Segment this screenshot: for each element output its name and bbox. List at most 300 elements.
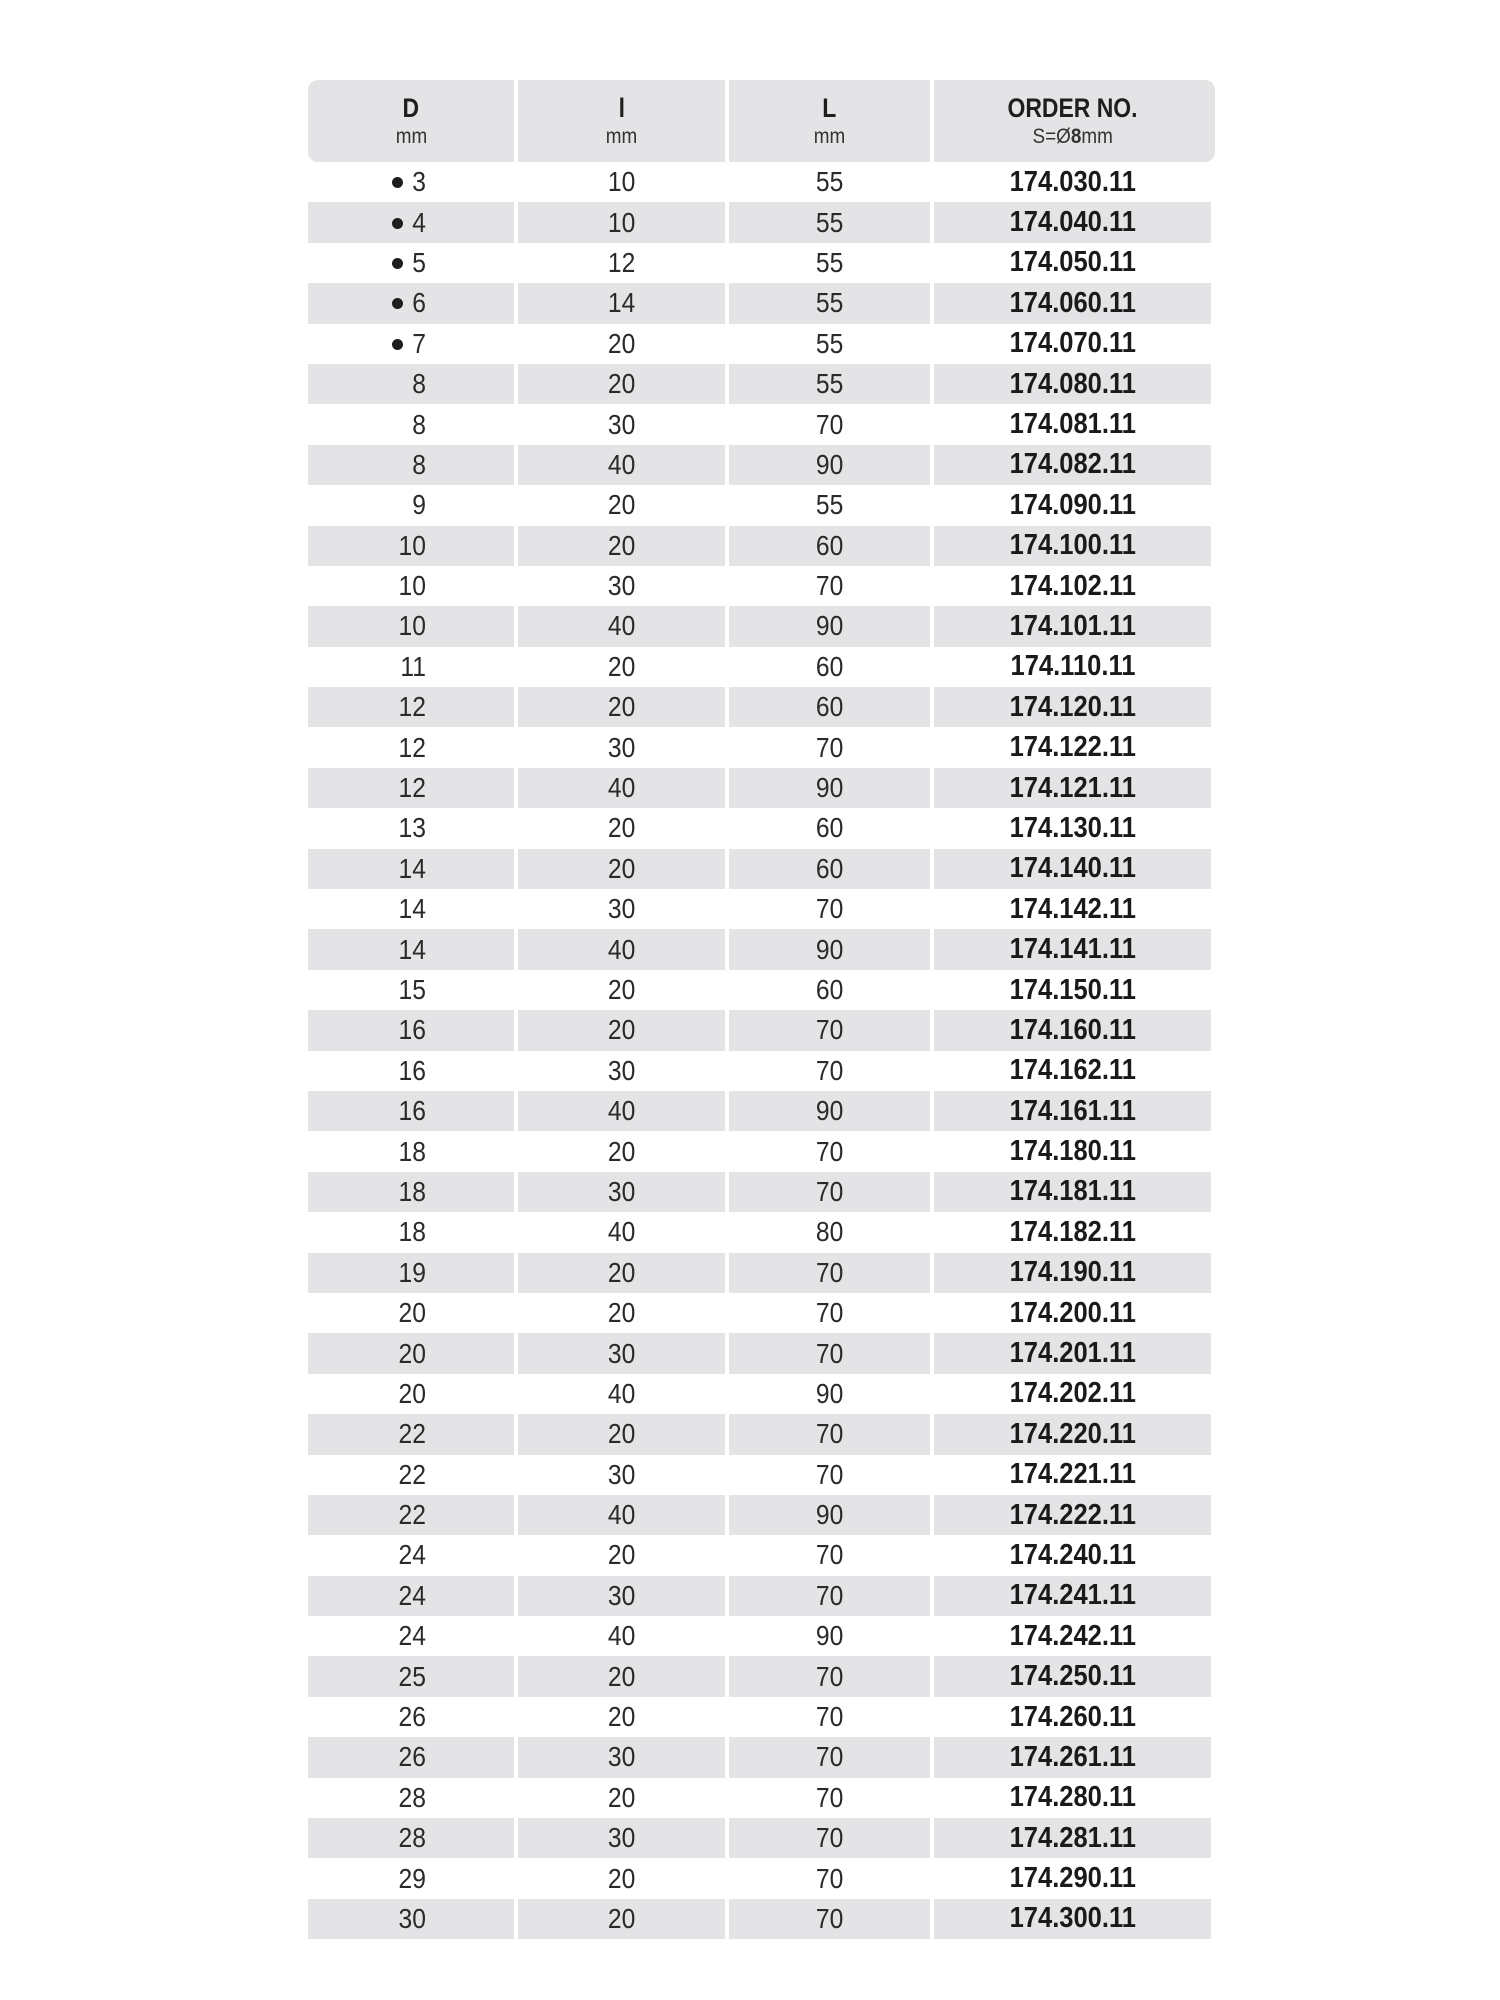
cell-cutting-length	[518, 849, 725, 889]
overall-length-value: 60	[815, 974, 844, 1005]
cell-order-no	[934, 1899, 1211, 1939]
table-row	[308, 283, 1215, 323]
diameter-value: 10	[398, 529, 426, 561]
cell-overall-length	[729, 929, 930, 969]
diameter-value: 14	[398, 933, 426, 965]
cell-overall-length	[729, 687, 930, 727]
overall-length-value: 70	[815, 1135, 844, 1167]
order-number: 174.250.11	[1009, 1660, 1136, 1693]
cell-diameter	[308, 283, 514, 323]
cutting-length-value: 40	[607, 933, 636, 965]
cell-cutting-length	[518, 445, 725, 485]
overall-length-value: 60	[815, 529, 844, 561]
cell-overall-length	[729, 1858, 930, 1898]
cell-cutting-length	[518, 1899, 725, 1939]
cell-overall-length	[729, 1091, 930, 1131]
overall-length-value: 70	[815, 1862, 844, 1894]
table-row	[308, 1697, 1215, 1737]
overall-length-value: 70	[815, 1539, 844, 1571]
cell-order-no	[934, 324, 1211, 364]
overall-length-value: 55	[815, 287, 844, 319]
table-row	[308, 970, 1215, 1010]
overall-length-value: 90	[815, 1095, 844, 1127]
cell-order-no	[934, 1858, 1211, 1898]
table-row	[308, 445, 1215, 485]
table-row	[308, 687, 1215, 727]
table-row	[308, 526, 1215, 566]
cell-cutting-length	[518, 1778, 725, 1818]
cell-diameter	[308, 1818, 514, 1858]
shank-prefix: S=Ø	[1032, 125, 1071, 148]
cell-diameter	[308, 1091, 514, 1131]
diameter-value: 6	[412, 287, 426, 319]
cutting-length-value: 40	[607, 772, 636, 804]
order-number: 174.141.11	[1009, 933, 1136, 966]
cutting-length-value: 30	[607, 1822, 636, 1854]
cutting-length-value: 14	[607, 287, 636, 319]
cell-order-no	[934, 1414, 1211, 1454]
cell-cutting-length	[518, 1051, 725, 1091]
table-row	[308, 727, 1215, 767]
table-row	[308, 324, 1215, 364]
order-number: 174.080.11	[1009, 367, 1136, 400]
overall-length-value: 70	[815, 1579, 844, 1611]
table-row	[308, 1818, 1215, 1858]
order-number: 174.142.11	[1009, 892, 1136, 925]
cell-cutting-length	[518, 1091, 725, 1131]
cell-cutting-length	[518, 647, 725, 687]
cell-diameter	[308, 1131, 514, 1171]
cell-overall-length	[729, 1010, 930, 1050]
cell-cutting-length	[518, 1131, 725, 1171]
overall-length-value: 90	[815, 772, 844, 804]
cell-diameter	[308, 243, 514, 283]
table-body	[308, 162, 1215, 1939]
overall-length-value: 90	[815, 933, 844, 965]
cell-overall-length	[729, 1576, 930, 1616]
cell-overall-length	[729, 1535, 930, 1575]
cutting-length-value: 20	[607, 1539, 636, 1571]
cutting-length-value: 20	[607, 1781, 636, 1813]
diameter-value: 19	[398, 1256, 426, 1288]
table-row	[308, 1333, 1215, 1373]
cell-overall-length	[729, 202, 930, 242]
cell-diameter	[308, 1616, 514, 1656]
cell-cutting-length	[518, 1616, 725, 1656]
cell-diameter	[308, 1212, 514, 1252]
cell-diameter	[308, 687, 514, 727]
diameter-value: 8	[412, 408, 426, 440]
overall-length-value: 55	[815, 246, 844, 278]
table-row	[308, 1576, 1215, 1616]
diameter-value: 24	[398, 1539, 426, 1571]
overall-length-value: 70	[815, 1701, 844, 1733]
shank-unit: mm	[1081, 125, 1113, 148]
cutting-length-value: 10	[607, 166, 636, 198]
cell-overall-length	[729, 1656, 930, 1696]
cell-diameter	[308, 485, 514, 525]
cutting-length-value: 20	[607, 1660, 636, 1692]
table-row	[308, 1091, 1215, 1131]
cutting-length-value: 20	[607, 368, 636, 400]
cell-order-no	[934, 1131, 1211, 1171]
table-row	[308, 1495, 1215, 1535]
cutting-length-value: 20	[607, 489, 636, 521]
order-table	[308, 80, 1215, 1939]
order-number: 174.162.11	[1009, 1054, 1136, 1087]
diameter-value: 22	[398, 1418, 426, 1450]
cutting-length-value: 30	[607, 731, 636, 763]
cell-cutting-length	[518, 1455, 725, 1495]
overall-length-value: 70	[815, 1175, 844, 1207]
cell-order-no	[934, 1333, 1211, 1373]
diameter-value: 26	[398, 1701, 426, 1733]
cell-cutting-length	[518, 243, 725, 283]
cell-order-no	[934, 1455, 1211, 1495]
cell-cutting-length	[518, 970, 725, 1010]
cell-diameter	[308, 727, 514, 767]
overall-length-value: 70	[815, 893, 844, 925]
order-number: 174.201.11	[1009, 1337, 1136, 1370]
cell-diameter	[308, 364, 514, 404]
cell-diameter	[308, 970, 514, 1010]
table-row	[308, 606, 1215, 646]
diameter-value: 5	[412, 246, 426, 278]
cell-order-no	[934, 687, 1211, 727]
overall-length-value: 70	[815, 1741, 844, 1773]
table-row	[308, 404, 1215, 444]
cell-overall-length	[729, 1495, 930, 1535]
cell-order-no	[934, 283, 1211, 323]
cutting-length-value: 30	[607, 1054, 636, 1086]
cell-overall-length	[729, 1899, 930, 1939]
table-row	[308, 929, 1215, 969]
cell-cutting-length	[518, 1495, 725, 1535]
cell-diameter	[308, 1697, 514, 1737]
table-row	[308, 1293, 1215, 1333]
cell-order-no	[934, 1697, 1211, 1737]
cell-cutting-length	[518, 606, 725, 646]
cell-order-no	[934, 1737, 1211, 1777]
cell-order-no	[934, 970, 1211, 1010]
cell-cutting-length	[518, 1858, 725, 1898]
overall-length-value: 70	[815, 1054, 844, 1086]
cutting-length-value: 20	[607, 691, 636, 723]
cell-overall-length	[729, 526, 930, 566]
table-row	[308, 647, 1215, 687]
order-number: 174.150.11	[1009, 973, 1136, 1006]
cutting-length-value: 20	[607, 1135, 636, 1167]
cell-overall-length	[729, 1737, 930, 1777]
order-number: 174.102.11	[1009, 569, 1136, 602]
order-number: 174.202.11	[1009, 1377, 1136, 1410]
table-row	[308, 1051, 1215, 1091]
header-l	[518, 80, 725, 162]
cell-order-no	[934, 243, 1211, 283]
cell-overall-length	[729, 1616, 930, 1656]
cell-cutting-length	[518, 1656, 725, 1696]
cell-diameter	[308, 1495, 514, 1535]
cell-cutting-length	[518, 1576, 725, 1616]
table-row	[308, 1010, 1215, 1050]
diameter-value: 16	[398, 1054, 426, 1086]
order-number: 174.182.11	[1009, 1215, 1136, 1248]
cell-overall-length	[729, 808, 930, 848]
cutting-length-value: 20	[607, 1256, 636, 1288]
order-number: 174.110.11	[1010, 650, 1135, 683]
cell-order-no	[934, 1172, 1211, 1212]
cell-cutting-length	[518, 566, 725, 606]
cell-order-no	[934, 768, 1211, 808]
cutting-length-value: 10	[607, 206, 636, 238]
table-row	[308, 1455, 1215, 1495]
diameter-value: 14	[398, 893, 426, 925]
cell-overall-length	[729, 1697, 930, 1737]
cell-cutting-length	[518, 1374, 725, 1414]
diameter-value: 13	[398, 812, 426, 844]
table-row	[308, 1131, 1215, 1171]
cell-diameter	[308, 1333, 514, 1373]
cell-diameter	[308, 1737, 514, 1777]
cell-order-no	[934, 1253, 1211, 1293]
cell-overall-length	[729, 364, 930, 404]
cutting-length-value: 30	[607, 1337, 636, 1369]
order-number: 174.060.11	[1009, 286, 1136, 319]
header-length-title: L	[822, 93, 837, 123]
cell-diameter	[308, 1374, 514, 1414]
cell-order-no	[934, 849, 1211, 889]
diameter-value: 20	[398, 1297, 426, 1329]
overall-length-value: 60	[815, 852, 844, 884]
cutting-length-value: 12	[607, 246, 636, 278]
overall-length-value: 70	[815, 1781, 844, 1813]
cell-overall-length	[729, 1818, 930, 1858]
diameter-value: 18	[398, 1175, 426, 1207]
order-number: 174.160.11	[1009, 1013, 1136, 1046]
order-number: 174.120.11	[1009, 690, 1136, 723]
table-row	[308, 768, 1215, 808]
cell-diameter	[308, 1899, 514, 1939]
table-row	[308, 1414, 1215, 1454]
diameter-value: 30	[398, 1902, 426, 1934]
cell-overall-length	[729, 1778, 930, 1818]
cell-cutting-length	[518, 1414, 725, 1454]
order-number: 174.030.11	[1009, 165, 1136, 198]
cutting-length-value: 20	[607, 1014, 636, 1046]
diameter-value: 4	[412, 206, 426, 238]
cell-overall-length	[729, 727, 930, 767]
cell-overall-length	[729, 1212, 930, 1252]
cell-order-no	[934, 485, 1211, 525]
overall-length-value: 70	[815, 408, 844, 440]
cell-diameter	[308, 1535, 514, 1575]
cutting-length-value: 40	[607, 1620, 636, 1652]
cell-diameter	[308, 526, 514, 566]
header-length	[729, 80, 930, 162]
cell-order-no	[934, 1212, 1211, 1252]
cell-cutting-length	[518, 1697, 725, 1737]
cell-cutting-length	[518, 1818, 725, 1858]
diameter-value: 11	[400, 650, 426, 682]
cell-cutting-length	[518, 808, 725, 848]
cell-diameter	[308, 1576, 514, 1616]
header-d-unit: mm	[395, 125, 427, 148]
cell-diameter	[308, 1293, 514, 1333]
cutting-length-value: 20	[607, 1862, 636, 1894]
diameter-value: 28	[398, 1781, 426, 1813]
cutting-length-value: 40	[607, 1377, 636, 1409]
diameter-value: 3	[412, 166, 426, 198]
cell-cutting-length	[518, 1535, 725, 1575]
cell-order-no	[934, 647, 1211, 687]
diameter-value: 20	[398, 1337, 426, 1369]
cell-cutting-length	[518, 283, 725, 323]
overall-length-value: 70	[815, 1337, 844, 1369]
cell-cutting-length	[518, 1333, 725, 1373]
cell-overall-length	[729, 283, 930, 323]
diameter-value: 22	[398, 1458, 426, 1490]
order-number: 174.261.11	[1009, 1740, 1136, 1773]
order-number: 174.140.11	[1009, 852, 1136, 885]
diameter-value: 25	[398, 1660, 426, 1692]
cell-overall-length	[729, 1374, 930, 1414]
cell-order-no	[934, 364, 1211, 404]
diameter-value: 8	[412, 448, 426, 480]
cell-order-no	[934, 1374, 1211, 1414]
cell-order-no	[934, 1778, 1211, 1818]
diameter-value: 12	[398, 772, 426, 804]
diameter-value: 9	[412, 489, 426, 521]
cell-diameter	[308, 606, 514, 646]
cell-overall-length	[729, 849, 930, 889]
cell-cutting-length	[518, 202, 725, 242]
diameter-value: 26	[398, 1741, 426, 1773]
cell-diameter	[308, 1051, 514, 1091]
cell-diameter	[308, 849, 514, 889]
diameter-value: 24	[398, 1579, 426, 1611]
table-row	[308, 1616, 1215, 1656]
table-row	[308, 1535, 1215, 1575]
cell-order-no	[934, 404, 1211, 444]
table-row	[308, 1656, 1215, 1696]
order-number: 174.280.11	[1009, 1781, 1136, 1814]
overall-length-value: 80	[815, 1216, 844, 1248]
diameter-value: 14	[398, 852, 426, 884]
cell-cutting-length	[518, 727, 725, 767]
cell-diameter	[308, 808, 514, 848]
header-l-title: l	[618, 93, 625, 123]
order-number: 174.180.11	[1009, 1135, 1136, 1168]
diameter-value: 29	[398, 1862, 426, 1894]
order-number: 174.222.11	[1009, 1498, 1136, 1531]
overall-length-value: 60	[815, 691, 844, 723]
diameter-value: 22	[398, 1499, 426, 1531]
order-number: 174.241.11	[1009, 1579, 1136, 1612]
cutting-length-value: 20	[607, 650, 636, 682]
overall-length-value: 55	[815, 489, 844, 521]
table-header	[308, 80, 1215, 162]
overall-length-value: 90	[815, 1620, 844, 1652]
order-number: 174.200.11	[1009, 1296, 1136, 1329]
cell-overall-length	[729, 162, 930, 202]
cell-overall-length	[729, 768, 930, 808]
table-row	[308, 566, 1215, 606]
cell-diameter	[308, 1858, 514, 1898]
cutting-length-value: 20	[607, 529, 636, 561]
order-number: 174.090.11	[1009, 488, 1136, 521]
diameter-value: 18	[398, 1216, 426, 1248]
cutting-length-value: 30	[607, 1579, 636, 1611]
order-number: 174.281.11	[1009, 1821, 1136, 1854]
order-number: 174.122.11	[1009, 731, 1136, 764]
overall-length-value: 90	[815, 448, 844, 480]
cell-cutting-length	[518, 1293, 725, 1333]
order-number: 174.161.11	[1009, 1094, 1136, 1127]
overall-length-value: 70	[815, 1458, 844, 1490]
cutting-length-value: 30	[607, 893, 636, 925]
cell-diameter	[308, 324, 514, 364]
cell-cutting-length	[518, 1212, 725, 1252]
cell-overall-length	[729, 243, 930, 283]
cutting-length-value: 40	[607, 448, 636, 480]
overall-length-value: 55	[815, 368, 844, 400]
diameter-value: 12	[398, 731, 426, 763]
table-row	[308, 1212, 1215, 1252]
cell-diameter	[308, 1253, 514, 1293]
overall-length-value: 55	[815, 327, 844, 359]
diameter-value: 10	[398, 610, 426, 642]
cutting-length-value: 20	[607, 852, 636, 884]
cell-order-no	[934, 1495, 1211, 1535]
diameter-value: 18	[398, 1135, 426, 1167]
diameter-value: 16	[398, 1095, 426, 1127]
overall-length-value: 90	[815, 1499, 844, 1531]
cell-diameter	[308, 768, 514, 808]
overall-length-value: 70	[815, 1902, 844, 1934]
cell-cutting-length	[518, 485, 725, 525]
cell-diameter	[308, 1010, 514, 1050]
shank-diameter: 8	[1070, 125, 1082, 148]
cell-overall-length	[729, 889, 930, 929]
cell-diameter	[308, 202, 514, 242]
cell-cutting-length	[518, 404, 725, 444]
cell-overall-length	[729, 1131, 930, 1171]
cutting-length-value: 40	[607, 1216, 636, 1248]
cell-order-no	[934, 1051, 1211, 1091]
cell-overall-length	[729, 606, 930, 646]
table-row	[308, 202, 1215, 242]
overall-length-value: 70	[815, 1418, 844, 1450]
cell-diameter	[308, 1172, 514, 1212]
cell-cutting-length	[518, 929, 725, 969]
cutting-length-value: 40	[607, 610, 636, 642]
cutting-length-value: 30	[607, 1175, 636, 1207]
cutting-length-value: 30	[607, 1458, 636, 1490]
cutting-length-value: 30	[607, 570, 636, 602]
cell-overall-length	[729, 404, 930, 444]
cell-overall-length	[729, 1414, 930, 1454]
cell-order-no	[934, 1010, 1211, 1050]
cutting-length-value: 20	[607, 1902, 636, 1934]
order-number: 174.100.11	[1009, 529, 1136, 562]
overall-length-value: 70	[815, 1014, 844, 1046]
table-row	[308, 1858, 1215, 1898]
cell-diameter	[308, 566, 514, 606]
header-order-no-title: ORDER NO.	[1007, 93, 1138, 123]
order-number: 174.260.11	[1009, 1700, 1136, 1733]
overall-length-value: 55	[815, 206, 844, 238]
cutting-length-value: 20	[607, 1701, 636, 1733]
